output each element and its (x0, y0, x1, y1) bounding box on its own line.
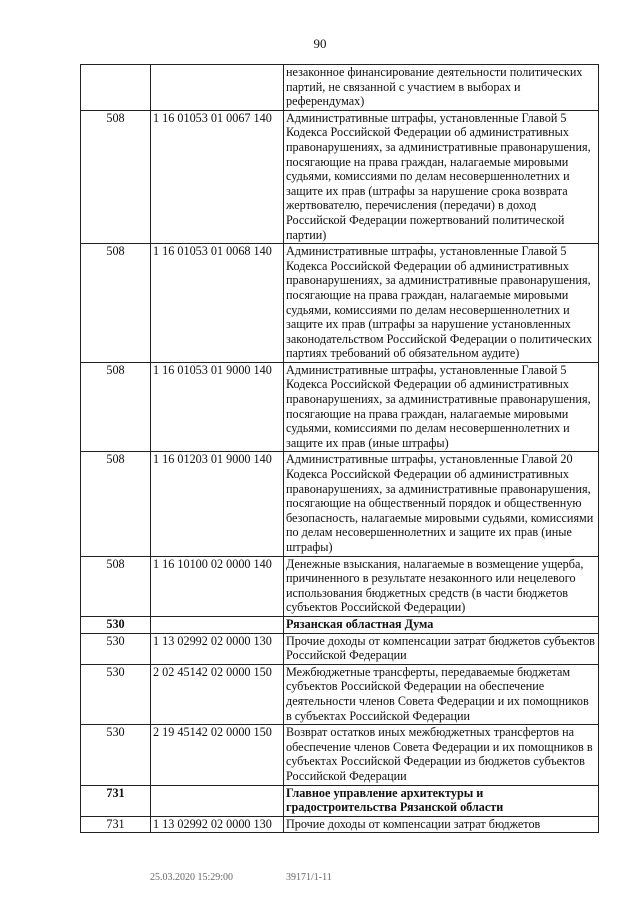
admin-code-cell: 508 (81, 556, 151, 616)
footer-timestamp: 25.03.2020 15:29:00 (150, 872, 234, 883)
revenue-name-cell: Рязанская областная Дума (284, 616, 599, 633)
budget-code-cell: 1 16 01053 01 0067 140 (151, 110, 284, 243)
admin-code-cell: 731 (81, 816, 151, 833)
table-row (81, 816, 599, 833)
budget-code-cell (151, 616, 284, 633)
budget-code-cell: 2 19 45142 02 0000 150 (151, 725, 284, 785)
admin-code-cell: 731 (81, 785, 151, 816)
budget-code-cell: 1 16 10100 02 0000 140 (151, 556, 284, 616)
table-row (81, 65, 599, 111)
table-row (81, 633, 599, 664)
table-row (81, 362, 599, 452)
revenue-name-cell: Возврат остатков иных межбюджетных трансфертов на обеспечение членов Совета Федерации и их помощников в субъектах Российской Федерации из бюджетов субъектов Российской Федерации (284, 725, 599, 785)
budget-code-cell: 1 13 02992 02 0000 130 (151, 816, 284, 833)
budget-code-cell: 1 13 02992 02 0000 130 (151, 633, 284, 664)
budget-code-cell (151, 785, 284, 816)
revenue-name-cell: Административные штрафы, установленные Главой 5 Кодекса Российской Федерации об административных правонарушениях, за административные правонарушения, посягающие на права граждан, налагаемые мировыми судьями, комиссиями по делам несовершеннолетних и защите их прав (иные штрафы) (284, 362, 599, 452)
revenue-name-cell: Межбюджетные трансферты, передаваемые бюджетам субъектов Российской Федерации на обеспечение деятельности членов Совета Федерации и их помощников в субъектах Российской Федерации (284, 664, 599, 724)
table-row (81, 556, 599, 616)
admin-code-cell: 530 (81, 616, 151, 633)
table-row (81, 664, 599, 724)
revenue-name-cell: Административные штрафы, установленные Главой 5 Кодекса Российской Федерации об административных правонарушениях, за административные правонарушения, посягающие на права граждан, налагаемые мировыми судьями, комиссиями по делам несовершеннолетних и защите их прав (штрафы за нарушение срока возврата жертвователю, перечисления (передачи) в доход Российской Федерации пожертвований политической партии) (284, 110, 599, 243)
table-row (81, 244, 599, 363)
revenue-name-cell: Прочие доходы от компенсации затрат бюджетов субъектов Российской Федерации (284, 633, 599, 664)
budget-code-cell (151, 65, 284, 111)
admin-code-cell: 508 (81, 452, 151, 556)
budget-code-cell: 2 02 45142 02 0000 150 (151, 664, 284, 724)
revenue-name-cell: Административные штрафы, установленные Главой 5 Кодекса Российской Федерации об административных правонарушениях, за административные правонарушения, посягающие на права граждан, налагаемые мировыми судьями, комиссиями по делам несовершеннолетних и защите их прав (штрафы за нарушение установленных законодательством Российской Федерации о политических партиях требований об обязательном аудите) (284, 244, 599, 363)
budget-code-cell: 1 16 01203 01 9000 140 (151, 452, 284, 556)
admin-code-cell (81, 65, 151, 111)
page-number: 90 (313, 36, 327, 51)
admin-code-cell: 508 (81, 244, 151, 363)
budget-code-cell: 1 16 01053 01 0068 140 (151, 244, 284, 363)
table-section-header-row (81, 616, 599, 633)
budget-code-cell: 1 16 01053 01 9000 140 (151, 362, 284, 452)
table-body (81, 65, 599, 833)
table-section-header-row (81, 785, 599, 816)
revenue-name-cell: незаконное финансирование деятельности политических партий, не связанной с участием в выборах и референдумах) (284, 65, 599, 111)
admin-code-cell: 530 (81, 664, 151, 724)
admin-code-cell: 508 (81, 110, 151, 243)
revenue-name-cell: Административные штрафы, установленные Главой 20 Кодекса Российской Федерации об административных правонарушениях, за административные правонарушения, посягающие на общественный порядок и общественную безопасность, налагаемые мировыми судьями, комиссиями по делам несовершеннолетних и защите их прав (иные штрафы) (284, 452, 599, 556)
admin-code-cell: 508 (81, 362, 151, 452)
footer-document-id: 39171/1-11 (286, 872, 332, 883)
table-row (81, 452, 599, 556)
revenue-name-cell: Главное управление архитектуры и градостроительства Рязанской области (284, 785, 599, 816)
table-row (81, 110, 599, 243)
revenue-name-cell: Прочие доходы от компенсации затрат бюджетов (284, 816, 599, 833)
revenue-name-cell: Денежные взыскания, налагаемые в возмещение ущерба, причиненного в результате незаконного или нецелевого использования бюджетных средств (в части бюджетов субъектов Российской Федерации) (284, 556, 599, 616)
admin-code-cell: 530 (81, 725, 151, 785)
budget-classification-table (80, 64, 599, 833)
admin-code-cell: 530 (81, 633, 151, 664)
table-row (81, 725, 599, 785)
